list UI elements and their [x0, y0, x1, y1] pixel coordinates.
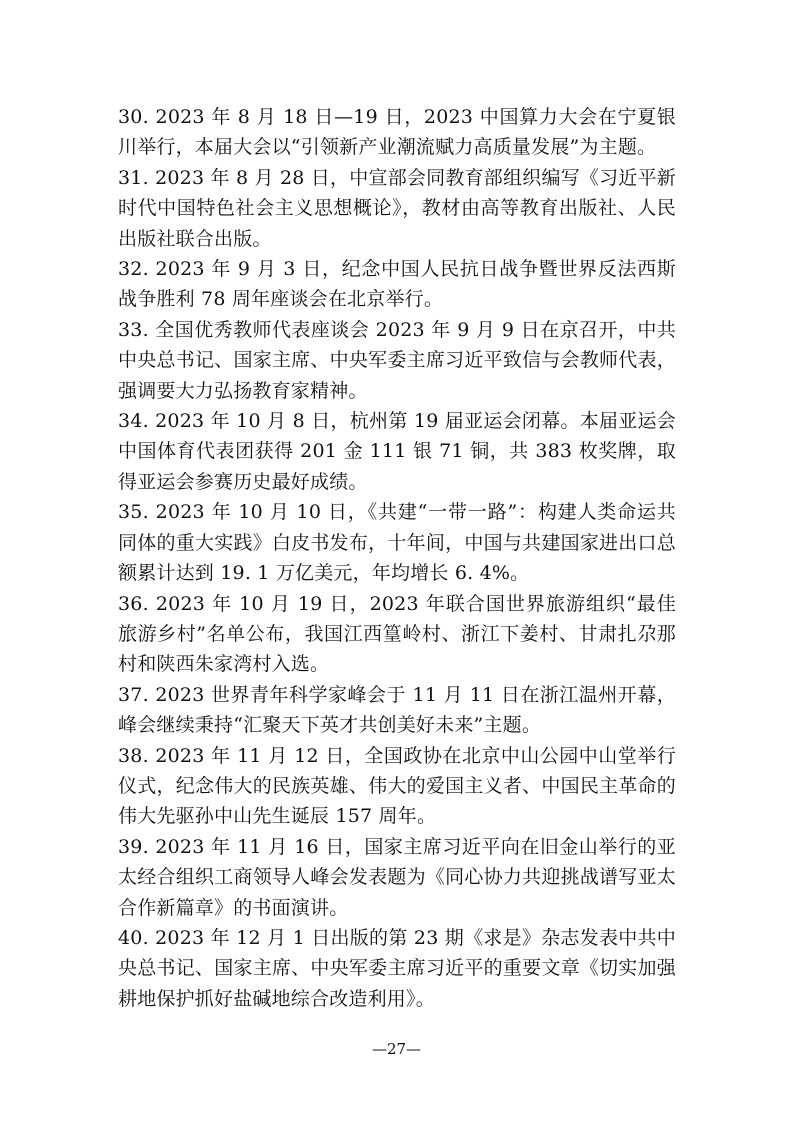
page-number: —27— [371, 1040, 422, 1058]
news-list [118, 102, 676, 1014]
list-item-39: 39. 2023 年 11 月 16 日，国家主席习近平向在旧金山举行的亚太经合组织工商领导人峰会发表题为《同心协力共迎挑战谱写亚太合作新篇章》的书面演讲。 [118, 835, 676, 919]
list-item-37: 37. 2023 世界青年科学家峰会于 11 月 11 日在浙江温州开幕，峰会继续秉持“汇聚天下英才共创美好未来”主题。 [118, 683, 676, 737]
list-item-30: 30. 2023 年 8 月 18 日—19 日，2023 中国算力大会在宁夏银川举行，本届大会以“引领新产业潮流赋力高质量发展”为主题。 [118, 106, 676, 159]
list-item-33: 33. 全国优秀教师代表座谈会 2023 年 9 月 9 日在京召开，中共中央总书记、国家主席、中央军委主席习近平致信与会教师代表，强调要大力弘扬教育家精神。 [118, 318, 676, 402]
list-item-34: 34. 2023 年 10 月 8 日，杭州第 19 届亚运会闭幕。本届亚运会中国体育代表团获得 201 金 111 银 71 铜，共 383 枚奖牌，取得亚运会参赛历史最好成绩。 [118, 410, 676, 493]
list-item-38: 38. 2023 年 11 月 12 日，全国政协在北京中山公园中山堂举行仪式，纪念伟大的民族英雄、伟大的爱国主义者、中国民主革命的伟大先驱孙中山先生诞辰 157 周年。 [118, 744, 676, 828]
list-item-35: 35. 2023 年 10 月 10 日，《共建“一带一路”：构建人类命运共同体的重大实践》白皮书发布，十年间，中国与共建国家进出口总额累计达到 19. 1 万亿美元，年均增长 6. 4%。 [118, 501, 676, 585]
list-item-31: 31. 2023 年 8 月 28 日，中宣部会同教育部组织编写《习近平新时代中国特色社会主义思想概论》，教材由高等教育出版社、人民出版社联合出版。 [118, 166, 676, 250]
list-item-32: 32. 2023 年 9 月 3 日，纪念中国人民抗日战争暨世界反法西斯战争胜利 78 周年座谈会在北京举行。 [118, 258, 676, 311]
list-item-40: 40. 2023 年 12 月 1 日出版的第 23 期《求是》杂志发表中共中央总书记、国家主席、中央军委主席习近平的重要文章《切实加强耕地保护抓好盐碱地综合改造利用》。 [118, 926, 676, 1010]
list-item-36: 36. 2023 年 10 月 19 日，2023 年联合国世界旅游组织“最佳旅游乡村”名单公布，我国江西篁岭村、浙江下姜村、甘肃扎尕那村和陕西朱家湾村入选。 [118, 592, 676, 676]
